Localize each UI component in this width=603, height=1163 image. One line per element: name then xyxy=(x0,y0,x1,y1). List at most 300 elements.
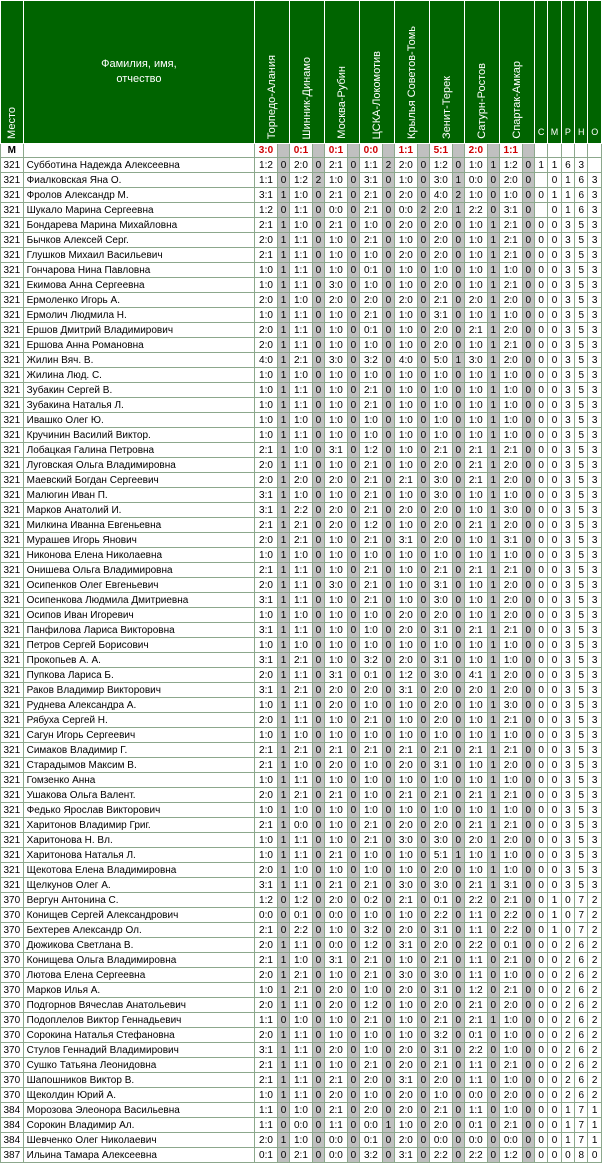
prediction-points: 0 xyxy=(382,233,394,248)
prediction-score: 2:1 xyxy=(360,1013,383,1028)
prediction-points: 1 xyxy=(277,218,289,233)
stat-cell: 0 xyxy=(548,173,561,188)
participant-name: Гомзенко Анна xyxy=(23,773,255,788)
prediction-points: 1 xyxy=(487,563,499,578)
prediction-points: 0 xyxy=(347,713,359,728)
prediction-score: 2:0 xyxy=(255,1133,278,1148)
prediction-score: 0:0 xyxy=(325,1133,348,1148)
stat-cell: 5 xyxy=(575,623,588,638)
place-cell: 321 xyxy=(1,818,24,833)
stat-cell: 1 xyxy=(548,923,561,938)
prediction-points: 0 xyxy=(382,323,394,338)
table-row xyxy=(1,863,602,878)
prediction-points: 0 xyxy=(312,1028,324,1043)
table-row xyxy=(1,413,602,428)
stat-cell: 0 xyxy=(548,548,561,563)
prediction-points: 0 xyxy=(522,983,534,998)
stat-cell: 6 xyxy=(575,188,588,203)
prediction-score: 2:1 xyxy=(395,743,418,758)
stat-cell: 2 xyxy=(588,953,602,968)
prediction-points: 0 xyxy=(382,998,394,1013)
prediction-score: 2:1 xyxy=(499,248,522,263)
stat-cell: 0 xyxy=(548,278,561,293)
prediction-score: 2:1 xyxy=(290,1148,313,1163)
prediction-points: 0 xyxy=(522,1118,534,1133)
stat-cell: 2 xyxy=(561,938,574,953)
prediction-score: 2:0 xyxy=(395,158,418,173)
prediction-score: 1:1 xyxy=(290,998,313,1013)
stat-cell xyxy=(534,173,547,188)
table-row xyxy=(1,1148,602,1163)
stat-cell: 5 xyxy=(575,323,588,338)
prediction-points: 0 xyxy=(312,1058,324,1073)
stat-cell: 5 xyxy=(575,278,588,293)
prediction-score: 1:0 xyxy=(395,278,418,293)
prediction-score: 3:1 xyxy=(360,173,383,188)
stat-cell: 7 xyxy=(575,893,588,908)
prediction-score: 1:0 xyxy=(360,1043,383,1058)
results-label: М xyxy=(1,144,24,158)
stat-cell: 5 xyxy=(575,248,588,263)
prediction-points: 0 xyxy=(522,443,534,458)
prediction-score: 1:0 xyxy=(430,803,453,818)
place-cell: 321 xyxy=(1,638,24,653)
prediction-score: 4:1 xyxy=(464,668,487,683)
stat-cell: 0 xyxy=(534,353,547,368)
prediction-score: 5:0 xyxy=(430,353,453,368)
stat-cell: 0 xyxy=(534,533,547,548)
place-cell: 321 xyxy=(1,758,24,773)
prediction-points: 0 xyxy=(522,953,534,968)
prediction-score: 1:0 xyxy=(325,338,348,353)
stat-cell: 0 xyxy=(548,233,561,248)
prediction-score: 1:1 xyxy=(255,1118,278,1133)
stat-cell: 5 xyxy=(575,443,588,458)
prediction-points: 0 xyxy=(312,698,324,713)
prediction-score: 0:1 xyxy=(499,938,522,953)
prediction-score: 1:0 xyxy=(499,368,522,383)
participant-name: Глушков Михаил Васильевич xyxy=(23,248,255,263)
prediction-score: 2:0 xyxy=(499,593,522,608)
stat-cell: 5 xyxy=(575,263,588,278)
prediction-score: 2:1 xyxy=(255,518,278,533)
prediction-score: 1:1 xyxy=(290,1088,313,1103)
prediction-points: 0 xyxy=(452,998,464,1013)
participant-name: Маевский Богдан Сергеевич xyxy=(23,473,255,488)
prediction-score: 1:0 xyxy=(360,1088,383,1103)
prediction-points: 1 xyxy=(277,848,289,863)
prediction-points: 0 xyxy=(347,323,359,338)
table-row xyxy=(1,473,602,488)
prediction-score: 1:0 xyxy=(325,638,348,653)
stat-cell: 2 xyxy=(588,1028,602,1043)
participant-name: Марков Анатолий И. xyxy=(23,503,255,518)
prediction-score: 1:0 xyxy=(255,698,278,713)
prediction-score: 2:1 xyxy=(290,788,313,803)
stat-cell: 0 xyxy=(548,1058,561,1073)
participant-name: Бычков Алексей Серг. xyxy=(23,233,255,248)
prediction-score: 1:0 xyxy=(360,218,383,233)
table-row xyxy=(1,503,602,518)
prediction-points: 0 xyxy=(522,383,534,398)
prediction-score: 1:1 xyxy=(290,668,313,683)
stat-cell: 3 xyxy=(561,278,574,293)
prediction-score: 2:0 xyxy=(395,1088,418,1103)
prediction-points: 0 xyxy=(347,848,359,863)
header-stat-m: М xyxy=(548,1,561,144)
header-match-5: Крылья Советов-Томь xyxy=(395,1,430,144)
place-cell: 321 xyxy=(1,278,24,293)
prediction-score: 3:1 xyxy=(325,953,348,968)
prediction-points: 0 xyxy=(522,833,534,848)
prediction-score: 1:0 xyxy=(464,728,487,743)
prediction-points: 0 xyxy=(487,1118,499,1133)
stat-cell: 0 xyxy=(548,323,561,338)
prediction-points: 0 xyxy=(347,173,359,188)
prediction-score: 2:1 xyxy=(499,953,522,968)
prediction-score: 1:0 xyxy=(464,398,487,413)
prediction-points: 0 xyxy=(522,458,534,473)
prediction-score: 2:0 xyxy=(499,668,522,683)
prediction-score: 1:0 xyxy=(255,608,278,623)
prediction-points: 0 xyxy=(522,773,534,788)
table-row xyxy=(1,818,602,833)
prediction-score: 3:0 xyxy=(464,353,487,368)
prediction-points: 0 xyxy=(522,308,534,323)
table-row xyxy=(1,158,602,173)
table-row xyxy=(1,713,602,728)
stat-cell: 5 xyxy=(575,863,588,878)
stat-cell: 6 xyxy=(575,173,588,188)
prediction-score: 3:1 xyxy=(395,683,418,698)
prediction-score: 1:0 xyxy=(395,173,418,188)
place-cell: 321 xyxy=(1,158,24,173)
prediction-score: 1:0 xyxy=(395,398,418,413)
prediction-score: 1:1 xyxy=(464,1103,487,1118)
prediction-points: 0 xyxy=(382,743,394,758)
prediction-points: 0 xyxy=(417,368,429,383)
stat-cell: 3 xyxy=(588,863,602,878)
prediction-points: 0 xyxy=(312,548,324,563)
prediction-score: 1:0 xyxy=(499,398,522,413)
prediction-points: 0 xyxy=(487,908,499,923)
prediction-points: 0 xyxy=(522,368,534,383)
prediction-points: 0 xyxy=(312,803,324,818)
prediction-points: 0 xyxy=(452,563,464,578)
prediction-score: 3:1 xyxy=(325,443,348,458)
prediction-score: 2:0 xyxy=(430,323,453,338)
prediction-score: 3:0 xyxy=(430,473,453,488)
table-row xyxy=(1,1088,602,1103)
table-row xyxy=(1,173,602,188)
prediction-points: 1 xyxy=(277,653,289,668)
stat-cell: 3 xyxy=(561,683,574,698)
table-row xyxy=(1,908,602,923)
prediction-score: 3:1 xyxy=(395,938,418,953)
prediction-points: 0 xyxy=(417,263,429,278)
stat-cell: 0 xyxy=(534,773,547,788)
place-cell: 321 xyxy=(1,323,24,338)
prediction-score: 1:2 xyxy=(360,443,383,458)
stat-cell: 5 xyxy=(575,533,588,548)
participant-name: Пупкова Лариса Б. xyxy=(23,668,255,683)
prediction-score: 1:1 xyxy=(255,173,278,188)
prediction-score: 1:0 xyxy=(290,758,313,773)
prediction-points: 0 xyxy=(417,1028,429,1043)
prediction-score: 2:0 xyxy=(395,923,418,938)
prediction-score: 2:0 xyxy=(499,683,522,698)
stat-cell: 3 xyxy=(588,593,602,608)
prediction-score: 2:1 xyxy=(360,578,383,593)
prediction-points: 0 xyxy=(417,563,429,578)
prediction-score: 2:1 xyxy=(499,338,522,353)
stat-cell: 0 xyxy=(548,833,561,848)
prediction-score: 2:0 xyxy=(464,293,487,308)
prediction-score: 1:0 xyxy=(464,758,487,773)
stat-cell: 0 xyxy=(534,338,547,353)
prediction-score: 3:1 xyxy=(255,878,278,893)
prediction-score: 1:1 xyxy=(464,1058,487,1073)
prediction-score: 1:0 xyxy=(255,308,278,323)
prediction-points: 0 xyxy=(452,458,464,473)
prediction-score: 3:2 xyxy=(360,1148,383,1163)
table-body xyxy=(1,158,602,1163)
prediction-points: 0 xyxy=(522,923,534,938)
prediction-score: 1:0 xyxy=(255,383,278,398)
stat-cell: 0 xyxy=(548,968,561,983)
prediction-score: 2:0 xyxy=(395,818,418,833)
prediction-score: 1:0 xyxy=(395,368,418,383)
prediction-score: 1:1 xyxy=(290,203,313,218)
prediction-score: 1:0 xyxy=(360,278,383,293)
prediction-points: 0 xyxy=(312,293,324,308)
prediction-points: 0 xyxy=(312,893,324,908)
table-row xyxy=(1,728,602,743)
prediction-points: 0 xyxy=(312,968,324,983)
prediction-score: 1:0 xyxy=(360,758,383,773)
prediction-score: 1:0 xyxy=(360,623,383,638)
header-stat-o: О xyxy=(588,1,602,144)
stat-cell: 0 xyxy=(534,578,547,593)
prediction-points: 0 xyxy=(417,173,429,188)
prediction-score: 1:0 xyxy=(325,488,348,503)
prediction-score: 2:0 xyxy=(360,293,383,308)
stat-cell: 5 xyxy=(575,338,588,353)
table-row xyxy=(1,533,602,548)
prediction-points: 0 xyxy=(417,833,429,848)
prediction-points: 1 xyxy=(452,173,464,188)
prediction-points: 0 xyxy=(452,878,464,893)
prediction-score: 1:0 xyxy=(325,1058,348,1073)
prediction-score: 3:0 xyxy=(499,503,522,518)
prediction-score: 1:0 xyxy=(395,848,418,863)
stat-cell: 3 xyxy=(588,533,602,548)
prediction-points: 0 xyxy=(452,473,464,488)
prediction-score: 2:0 xyxy=(255,233,278,248)
table-row xyxy=(1,608,602,623)
prediction-score: 4:0 xyxy=(255,353,278,368)
stat-cell: 3 xyxy=(561,263,574,278)
prediction-points: 1 xyxy=(487,383,499,398)
place-cell: 321 xyxy=(1,533,24,548)
prediction-points: 0 xyxy=(312,623,324,638)
prediction-score: 1:0 xyxy=(464,368,487,383)
prediction-points: 1 xyxy=(452,353,464,368)
stat-cell: 0 xyxy=(588,1148,602,1163)
participant-name: Милкина Иванна Евгеньевна xyxy=(23,518,255,533)
prediction-score: 1:0 xyxy=(395,233,418,248)
participant-name: Субботина Надежда Алексеевна xyxy=(23,158,255,173)
prediction-score: 1:1 xyxy=(290,383,313,398)
prediction-score: 2:1 xyxy=(255,248,278,263)
prediction-score: 1:0 xyxy=(430,383,453,398)
prediction-score: 1:0 xyxy=(290,488,313,503)
prediction-score: 3:0 xyxy=(430,593,453,608)
prediction-score: 1:0 xyxy=(395,713,418,728)
stat-cell: 5 xyxy=(575,638,588,653)
stat-cell: 1 xyxy=(548,893,561,908)
prediction-points: 1 xyxy=(277,473,289,488)
prediction-score: 1:1 xyxy=(290,233,313,248)
table-row xyxy=(1,1073,602,1088)
prediction-score: 1:0 xyxy=(360,338,383,353)
prediction-points: 1 xyxy=(487,578,499,593)
stat-cell: 3 xyxy=(588,203,602,218)
stat-cell: 3 xyxy=(588,323,602,338)
prediction-score: 1:0 xyxy=(430,398,453,413)
prediction-score: 3:0 xyxy=(325,578,348,593)
prediction-points: 1 xyxy=(277,503,289,518)
prediction-points: 0 xyxy=(312,308,324,323)
prediction-score: 3:0 xyxy=(325,278,348,293)
prediction-points: 0 xyxy=(452,413,464,428)
prediction-points: 1 xyxy=(487,338,499,353)
prediction-score: 2:1 xyxy=(290,968,313,983)
prediction-points: 0 xyxy=(417,713,429,728)
prediction-points: 0 xyxy=(417,743,429,758)
prediction-score: 2:1 xyxy=(290,743,313,758)
prediction-score: 0:0 xyxy=(255,908,278,923)
prediction-points: 0 xyxy=(382,218,394,233)
prediction-score: 1:0 xyxy=(499,728,522,743)
prediction-points: 0 xyxy=(312,728,324,743)
prediction-points: 0 xyxy=(382,803,394,818)
prediction-points: 0 xyxy=(347,743,359,758)
prediction-score: 1:0 xyxy=(255,548,278,563)
prediction-points: 0 xyxy=(382,203,394,218)
prediction-score: 2:1 xyxy=(360,308,383,323)
prediction-score: 1:0 xyxy=(360,548,383,563)
prediction-points: 0 xyxy=(347,308,359,323)
prediction-score: 1:0 xyxy=(255,263,278,278)
stat-cell: 0 xyxy=(548,503,561,518)
stat-cell: 7 xyxy=(575,908,588,923)
stat-cell: 5 xyxy=(575,308,588,323)
stat-cell: 0 xyxy=(548,458,561,473)
prediction-points: 0 xyxy=(452,158,464,173)
prediction-score: 2:1 xyxy=(325,158,348,173)
table-row xyxy=(1,593,602,608)
prediction-points: 0 xyxy=(522,698,534,713)
participant-name: Ершова Анна Романовна xyxy=(23,338,255,353)
stat-cell: 3 xyxy=(561,833,574,848)
prediction-score: 0:1 xyxy=(360,323,383,338)
prediction-points: 0 xyxy=(417,788,429,803)
prediction-score: 1:1 xyxy=(290,773,313,788)
prediction-points: 1 xyxy=(487,818,499,833)
prediction-points: 0 xyxy=(382,308,394,323)
prediction-points: 1 xyxy=(487,743,499,758)
stat-cell: 0 xyxy=(548,1043,561,1058)
prediction-score: 3:1 xyxy=(255,488,278,503)
prediction-points: 1 xyxy=(277,533,289,548)
prediction-points: 0 xyxy=(417,488,429,503)
prediction-points: 0 xyxy=(382,398,394,413)
prediction-points: 0 xyxy=(522,338,534,353)
prediction-score: 1:0 xyxy=(325,713,348,728)
prediction-points: 0 xyxy=(347,398,359,413)
prediction-score: 1:0 xyxy=(325,548,348,563)
prediction-score: 1:0 xyxy=(325,428,348,443)
prediction-points: 1 xyxy=(277,1088,289,1103)
prediction-points: 0 xyxy=(312,233,324,248)
prediction-points: 0 xyxy=(382,788,394,803)
prediction-score: 2:1 xyxy=(360,953,383,968)
prediction-score: 1:0 xyxy=(395,638,418,653)
stat-cell: 3 xyxy=(561,728,574,743)
prediction-points: 0 xyxy=(452,428,464,443)
prediction-score: 2:1 xyxy=(499,443,522,458)
prediction-score: 1:1 xyxy=(464,1073,487,1088)
prediction-points: 0 xyxy=(452,1118,464,1133)
prediction-points: 0 xyxy=(312,848,324,863)
prediction-points: 1 xyxy=(277,488,289,503)
table-row xyxy=(1,188,602,203)
stat-cell: 0 xyxy=(534,638,547,653)
prediction-score: 2:1 xyxy=(464,998,487,1013)
prediction-score: 1:0 xyxy=(395,308,418,323)
result-score: 0:1 xyxy=(325,144,348,158)
prediction-points: 0 xyxy=(347,698,359,713)
prediction-points: 1 xyxy=(277,728,289,743)
prediction-points: 1 xyxy=(277,608,289,623)
prediction-points: 0 xyxy=(452,968,464,983)
stat-cell: 3 xyxy=(588,548,602,563)
prediction-points: 0 xyxy=(312,383,324,398)
place-cell: 370 xyxy=(1,893,24,908)
prediction-points: 0 xyxy=(347,263,359,278)
stat-cell: 5 xyxy=(575,848,588,863)
place-cell: 321 xyxy=(1,203,24,218)
stat-cell: 5 xyxy=(575,503,588,518)
participant-name: Кручинин Василий Виктор. xyxy=(23,428,255,443)
prediction-score: 2:1 xyxy=(499,818,522,833)
prediction-points: 1 xyxy=(277,578,289,593)
prediction-score: 1:0 xyxy=(499,1103,522,1118)
prediction-score: 2:1 xyxy=(499,893,522,908)
prediction-score: 1:0 xyxy=(325,233,348,248)
prediction-score: 1:0 xyxy=(325,383,348,398)
stat-cell: 3 xyxy=(561,668,574,683)
prediction-points: 0 xyxy=(452,983,464,998)
prediction-points: 0 xyxy=(347,608,359,623)
prediction-score: 2:1 xyxy=(360,188,383,203)
stat-cell: 0 xyxy=(534,278,547,293)
prediction-score: 3:1 xyxy=(430,983,453,998)
prediction-points: 0 xyxy=(487,203,499,218)
prediction-score: 3:1 xyxy=(255,593,278,608)
prediction-score: 2:0 xyxy=(325,758,348,773)
